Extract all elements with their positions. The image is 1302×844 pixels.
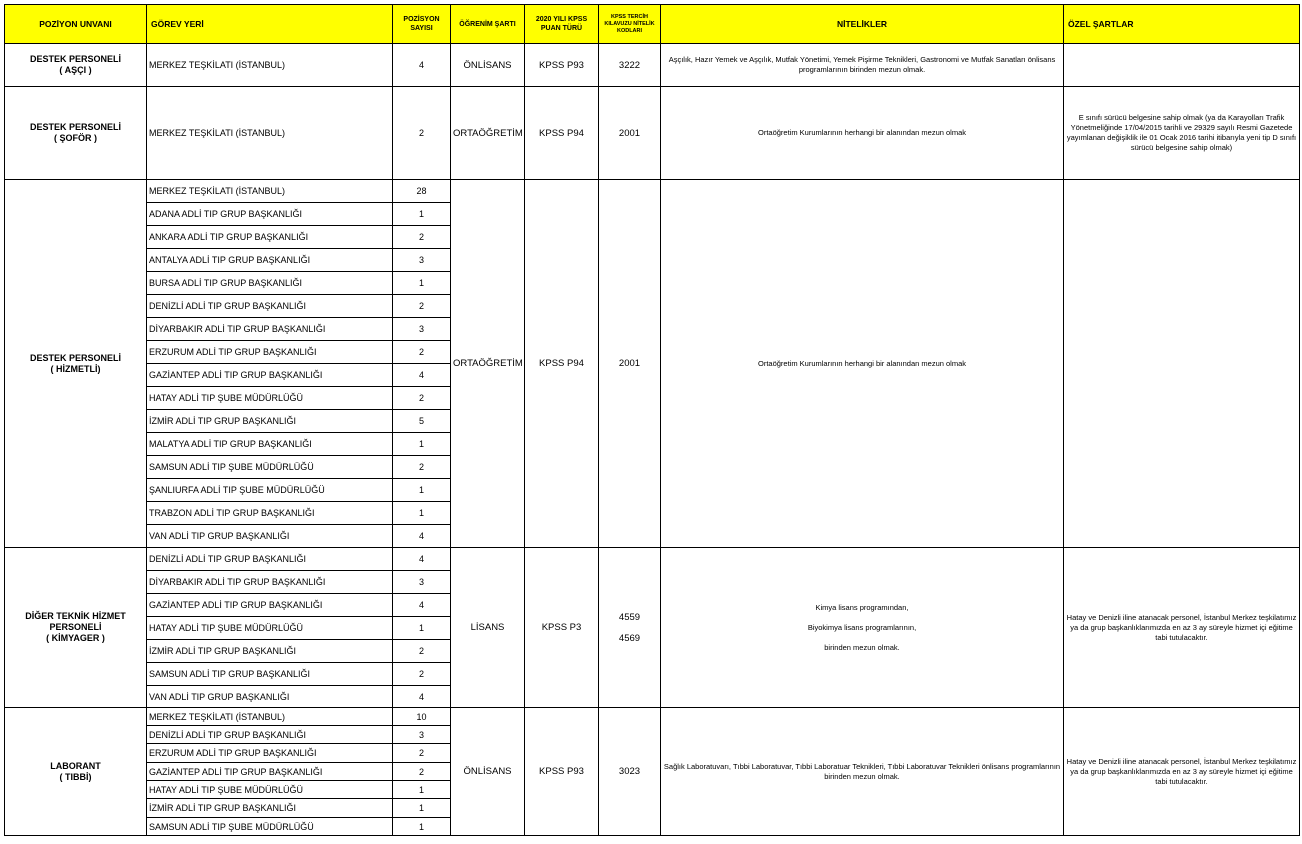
table-row [5,44,1300,87]
header-row [5,5,1300,44]
location-cell: DENİZLİ ADLİ TIP GRUP BAŞKANLIĞI [147,295,393,318]
nitelik-cell [661,708,1064,836]
position-title-cell [5,548,147,708]
count-cell: 2 [393,663,451,686]
positions-table [4,4,1300,836]
position-title-cell [5,708,147,836]
ozel-cell [1064,44,1300,87]
location-cell: BURSA ADLİ TIP GRUP BAŞKANLIĞI [147,272,393,295]
ogrenim-cell: ÖNLİSANS [451,708,525,836]
kod-value: 4559 [618,611,641,623]
location-cell: MERKEZ TEŞKİLATI (İSTANBUL) [147,87,393,180]
ogrenim-cell: ORTAÖĞRETİM [451,87,525,180]
position-title: DESTEK PERSONELİ [29,54,121,64]
kod-cell [599,87,661,180]
nitelik-cell [661,87,1064,180]
location-cell: SAMSUN ADLİ TIP ŞUBE MÜDÜRLÜĞÜ [147,818,393,836]
location-cell: VAN ADLİ TIP GRUP BAŞKANLIĞI [147,525,393,548]
location-cell: HATAY ADLİ TIP ŞUBE MÜDÜRLÜĞÜ [147,387,393,410]
position-subtitle: ( HİZMETLİ) [50,363,101,374]
count-cell: 2 [393,763,451,781]
nitelik-cell [661,180,1064,548]
nitelik-cell [661,44,1064,87]
nitelik-cell [661,548,1064,708]
position-title-cell [5,180,147,548]
location-cell: ANKARA ADLİ TIP GRUP BAŞKANLIĞI [147,226,393,249]
header-gorev: GÖREV YERİ [147,5,393,44]
count-cell: 3 [393,249,451,272]
count-cell: 28 [393,180,451,203]
header-kod: KPSS TERCİH KILAVUZU NİTELİK KODLARI [599,5,661,44]
count-cell: 4 [393,594,451,617]
location-cell: İZMİR ADLİ TIP GRUP BAŞKANLIĞI [147,640,393,663]
location-cell: MERKEZ TEŞKİLATI (İSTANBUL) [147,44,393,87]
count-cell: 1 [393,818,451,836]
count-cell: 1 [393,617,451,640]
count-cell: 2 [393,456,451,479]
position-subtitle: ( KİMYAGER ) [46,633,105,643]
location-cell: HATAY ADLİ TIP ŞUBE MÜDÜRLÜĞÜ [147,781,393,799]
count-cell: 1 [393,203,451,226]
position-title-cell [5,44,147,87]
position-subtitle: ( ŞOFÖR ) [54,133,97,143]
count-cell: 3 [393,318,451,341]
location-cell: ANTALYA ADLİ TIP GRUP BAŞKANLIĞI [147,249,393,272]
count-cell: 1 [393,272,451,295]
nitelik-line: Biyokimya lisans programlarının, [807,622,917,632]
header-nitelik: NİTELİKLER [661,5,1064,44]
location-cell: MERKEZ TEŞKİLATI (İSTANBUL) [147,180,393,203]
count-cell: 3 [393,726,451,744]
ozel-cell: E sınıfı sürücü belgesine sahip olmak (ya da Karayolları Trafik Yönetmeliğinde 17/04/2015 tarihli ve 29329 sayılı Resmi Gazetede yayımlanan değişiklik ile 01 Ocak 2016 tarihi itibarıyla yeni tip D sınıfı sürücü belgesine sahip olmak) [1064,87,1300,180]
count-cell: 5 [393,410,451,433]
ogrenim-cell: ÖNLİSANS [451,44,525,87]
position-title: DESTEK PERSONELİ [29,122,121,132]
nitelik-line: Ortaöğretim Kurumlarının herhangi bir alanından mezun olmak [757,128,967,137]
count-cell: 2 [393,226,451,249]
count-cell: 2 [393,341,451,364]
header-ozel: ÖZEL ŞARTLAR [1064,5,1300,44]
ogrenim-cell: LİSANS [451,548,525,708]
location-cell: DENİZLİ ADLİ TIP GRUP BAŞKANLIĞI [147,726,393,744]
ozel-cell [1064,180,1300,548]
position-subtitle: ( TIBBİ) [59,771,92,782]
table-row [5,548,1300,571]
count-cell: 2 [393,387,451,410]
count-cell: 2 [393,295,451,318]
count-cell: 1 [393,502,451,525]
kod-value: 3222 [618,59,641,71]
kod-cell [599,708,661,836]
location-cell: HATAY ADLİ TIP ŞUBE MÜDÜRLÜĞÜ [147,617,393,640]
location-cell: GAZİANTEP ADLİ TIP GRUP BAŞKANLIĞI [147,364,393,387]
puan-cell: KPSS P93 [525,44,599,87]
ozel-cell: Hatay ve Denizli iline atanacak personel, İstanbul Merkez teşkilatımız ya da grup başkanlıklarımızda en az 3 ay süreyle hizmet içi eğitime tabi tutulacaktır. [1064,708,1300,836]
position-title-cell [5,87,147,180]
table-body [5,44,1300,836]
header-ogrenim: ÖĞRENİM ŞARTI [451,5,525,44]
kod-value: 3023 [618,766,641,777]
table-row [5,180,1300,203]
count-cell: 4 [393,44,451,87]
count-cell: 4 [393,364,451,387]
puan-cell: KPSS P3 [525,548,599,708]
kod-value: 4569 [618,632,641,644]
location-cell: ŞANLIURFA ADLİ TIP ŞUBE MÜDÜRLÜĞÜ [147,479,393,502]
location-cell: MALATYA ADLİ TIP GRUP BAŞKANLIĞI [147,433,393,456]
location-cell: SAMSUN ADLİ TIP GRUP BAŞKANLIĞI [147,663,393,686]
table-row [5,87,1300,180]
count-cell: 2 [393,640,451,663]
location-cell: İZMİR ADLİ TIP GRUP BAŞKANLIĞI [147,410,393,433]
location-cell: GAZİANTEP ADLİ TIP GRUP BAŞKANLIĞI [147,594,393,617]
count-cell: 1 [393,781,451,799]
header-sayi: POZİSYON SAYISI [393,5,451,44]
count-cell: 3 [393,571,451,594]
header-pozisyon: POZİYON UNVANI [5,5,147,44]
nitelik-line: Aşçılık, Hazır Yemek ve Aşçılık, Mutfak Yönetimi, Yemek Pişirme Teknikleri, Gastronomi ve Mutfak Sanatları önlisans programlarının birinden mezun olmak. [668,55,1056,74]
count-cell: 4 [393,686,451,708]
location-cell: TRABZON ADLİ TIP GRUP BAŞKANLIĞI [147,502,393,525]
count-cell: 1 [393,479,451,502]
header-puan: 2020 YILI KPSS PUAN TÜRÜ [525,5,599,44]
puan-cell: KPSS P93 [525,708,599,836]
location-cell: ERZURUM ADLİ TIP GRUP BAŞKANLIĞI [147,744,393,763]
position-subtitle: ( AŞÇI ) [59,65,92,75]
count-cell: 1 [393,433,451,456]
count-cell: 10 [393,708,451,726]
count-cell: 2 [393,87,451,180]
location-cell: DİYARBAKIR ADLİ TIP GRUP BAŞKANLIĞI [147,318,393,341]
location-cell: ERZURUM ADLİ TIP GRUP BAŞKANLIĞI [147,341,393,364]
nitelik-line: Ortaöğretim Kurumlarının herhangi bir alanından mezun olmak [757,358,967,368]
position-title: DİĞER TEKNİK HİZMET PERSONELİ [25,611,126,632]
nitelik-line: Kimya lisans programından, [815,602,909,612]
kod-value: 2001 [618,358,641,369]
kod-value: 2001 [618,127,641,139]
puan-cell: KPSS P94 [525,180,599,548]
nitelik-line: birinden mezun olmak. [824,642,900,652]
location-cell: MERKEZ TEŞKİLATI (İSTANBUL) [147,708,393,726]
position-title: DESTEK PERSONELİ [29,352,121,363]
location-cell: GAZİANTEP ADLİ TIP GRUP BAŞKANLIĞI [147,763,393,781]
nitelik-line: Sağlık Laboratuvarı, Tıbbi Laboratuvar, Tıbbi Laboratuar Teknikleri, Tıbbi Laboratuvar Teknikleri önlisans programlarının birinden mezun olmak. [663,761,1061,781]
count-cell: 1 [393,799,451,818]
ozel-cell: Hatay ve Denizli iline atanacak personel, İstanbul Merkez teşkilatımız ya da grup başkanlıklarımızda en az 3 ay süreyle hizmet içi eğitime tabi tutulacaktır. [1064,548,1300,708]
count-cell: 4 [393,525,451,548]
kod-cell [599,44,661,87]
position-title: LABORANT [50,760,101,771]
location-cell: DİYARBAKIR ADLİ TIP GRUP BAŞKANLIĞI [147,571,393,594]
count-cell: 2 [393,744,451,763]
kod-cell [599,180,661,548]
table-row [5,708,1300,726]
location-cell: SAMSUN ADLİ TIP ŞUBE MÜDÜRLÜĞÜ [147,456,393,479]
location-cell: DENİZLİ ADLİ TIP GRUP BAŞKANLIĞI [147,548,393,571]
count-cell: 4 [393,548,451,571]
puan-cell: KPSS P94 [525,87,599,180]
ogrenim-cell: ORTAÖĞRETİM [451,180,525,548]
location-cell: VAN ADLİ TIP GRUP BAŞKANLIĞI [147,686,393,708]
location-cell: İZMİR ADLİ TIP GRUP BAŞKANLIĞI [147,799,393,818]
location-cell: ADANA ADLİ TIP GRUP BAŞKANLIĞI [147,203,393,226]
kod-cell [599,548,661,708]
